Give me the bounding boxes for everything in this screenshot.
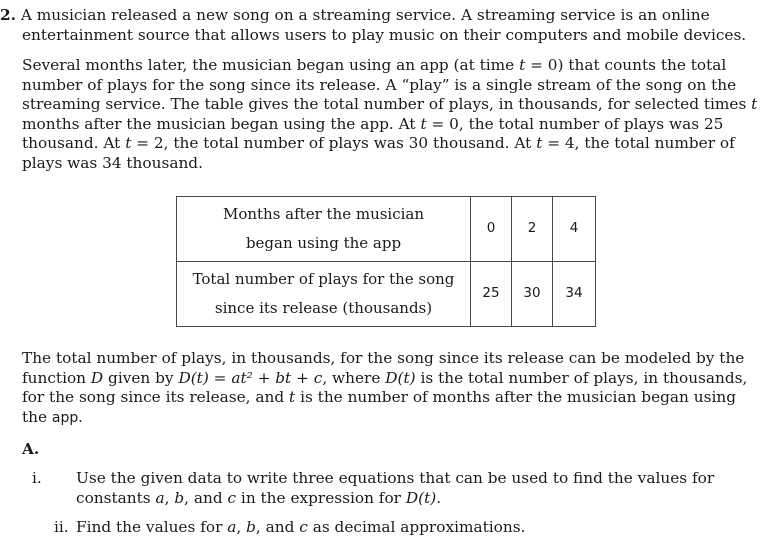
intro-text: A musician released a new song on a streaming service. A streaming service is an online entertainment source that allows users to play music on their computers and mobile devices. xyxy=(20,6,747,44)
table-cell: 25 xyxy=(471,262,512,327)
context-text-5: = 2, the total number of plays was 30 thousand. At xyxy=(131,134,537,152)
var-D: D xyxy=(90,368,104,387)
comma-2: , xyxy=(236,518,247,536)
model-paragraph xyxy=(0,349,765,428)
var-t-3: t xyxy=(420,114,427,133)
row1-header xyxy=(177,197,471,262)
model-text-5: is the number of months after the musician began using the xyxy=(22,388,736,426)
var-c: c xyxy=(227,488,237,507)
context-text-6: = 4, the total number of plays was 34 thousand. xyxy=(22,134,735,172)
model-text-4: is the total number of plays, in thousands, for the song since its release, and xyxy=(22,368,748,406)
table-cell: 2 xyxy=(512,197,553,262)
row1-label-line1: Months after the musician xyxy=(222,205,425,223)
period: . xyxy=(436,488,442,507)
var-b: b xyxy=(174,488,185,507)
roman-i: i. xyxy=(32,469,42,487)
table-row xyxy=(177,262,596,327)
row2-label-line2: since its release (thousands) xyxy=(214,299,433,317)
question-intro xyxy=(0,6,765,45)
table-cell: 0 xyxy=(471,197,512,262)
part-a-label: A. xyxy=(22,440,40,458)
context-text-2: = 0) that counts the total number of plays for the song since its release. A “play” is a single stream of the song on the streaming service. The table gives the total number of plays, in thousands, for selected times xyxy=(22,56,752,113)
comma: , xyxy=(164,488,175,507)
row1-label-line2: began using the app xyxy=(245,234,402,252)
part-a-ii-text-1: Find the values for xyxy=(76,518,228,536)
plays-table xyxy=(176,196,596,327)
model-app-word: app. xyxy=(51,409,83,426)
var-a-2: a xyxy=(227,518,237,536)
part-a-i-text-1: Use the given data to write three equations that can be used to find the values for constants xyxy=(76,469,715,507)
row2-label-line1: Total number of plays for the song xyxy=(192,270,455,288)
var-t-4: t xyxy=(125,134,132,152)
var-b-2: b xyxy=(246,518,256,536)
table-row xyxy=(177,197,596,262)
var-c-2: c xyxy=(299,518,308,536)
model-text-3: , where xyxy=(322,368,386,387)
var-t-model: t xyxy=(289,388,296,406)
table-cell: 30 xyxy=(512,262,553,327)
var-Dt: D(t) xyxy=(385,368,416,387)
context-text-4: = 0, the total number of plays was 25 thousand. At xyxy=(22,114,724,152)
var-t-2: t xyxy=(751,95,758,113)
and-text: , and xyxy=(184,488,228,507)
context-paragraph xyxy=(0,56,765,173)
var-Dt-2: D(t) xyxy=(405,488,437,507)
question-number: 2. xyxy=(0,6,16,24)
row2-header xyxy=(177,262,471,327)
roman-ii: ii. xyxy=(54,518,69,536)
var-a: a xyxy=(155,488,165,507)
model-formula: D(t) = at² + bt + c xyxy=(178,368,323,387)
context-text-1: Several months later, the musician began using an app (at time xyxy=(22,56,520,74)
part-a-ii-text-2: as decimal approximations. xyxy=(307,518,526,536)
table-cell: 34 xyxy=(553,262,596,327)
and-text-2: , and xyxy=(255,518,300,536)
part-a-i-text-2: in the expression for xyxy=(236,488,406,507)
model-text-2: given by xyxy=(103,368,179,387)
context-text-3: months after the musician began using the app. At xyxy=(22,114,421,133)
var-t-5: t xyxy=(536,134,543,152)
var-t-1: t xyxy=(519,56,526,74)
part-a-i xyxy=(32,469,771,508)
part-a-ii xyxy=(54,518,525,538)
model-text-1: The total number of plays, in thousands, for the song since its release can be modeled by the function xyxy=(22,349,745,387)
table-cell: 4 xyxy=(553,197,596,262)
